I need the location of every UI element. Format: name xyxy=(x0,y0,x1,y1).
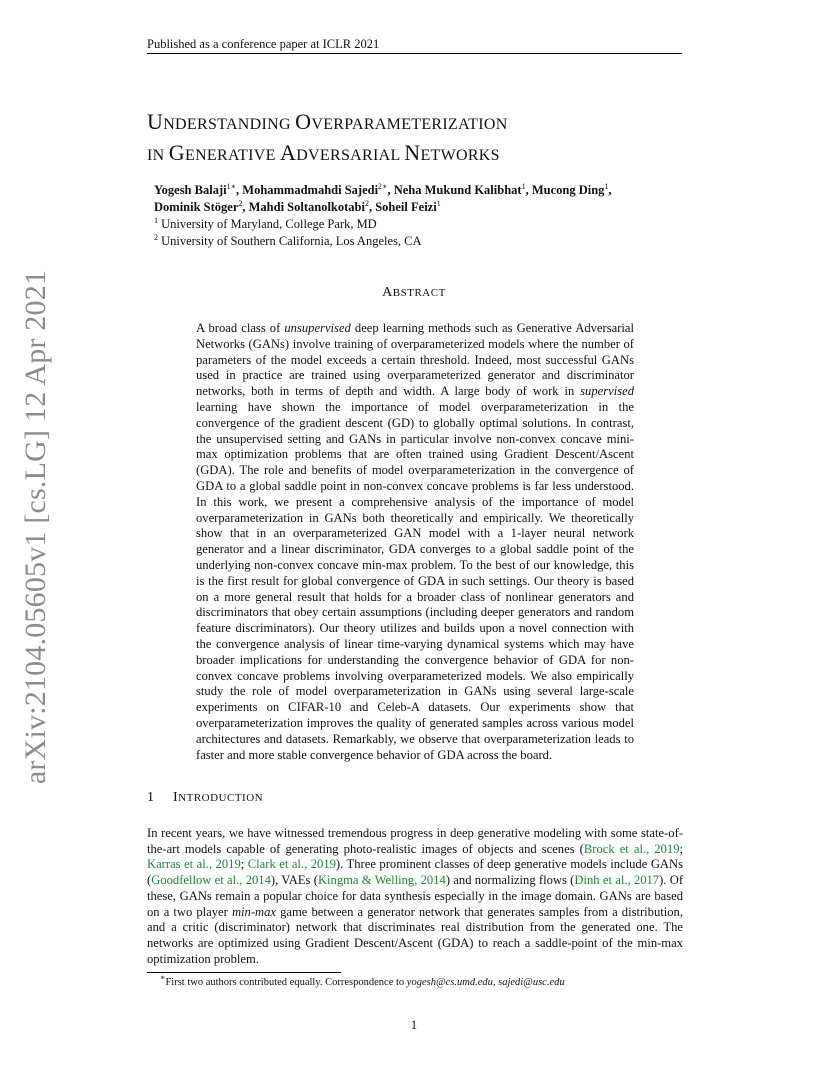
citation-link[interactable]: Dinh et al., 2017 xyxy=(574,873,660,888)
title-line-1: UNDERSTANDING OVERPARAMETERIZATION xyxy=(147,109,508,134)
paper-title xyxy=(147,108,508,170)
section-heading-introduction: 1 INTRODUCTION xyxy=(147,790,264,805)
author-name: Soheil Feizi xyxy=(375,199,437,214)
citation-link[interactable]: Goodfellow et al., 2014 xyxy=(151,873,271,888)
running-header: Published as a conference paper at ICLR 2021 xyxy=(147,37,380,51)
page-number: 1 xyxy=(410,1018,418,1032)
citation-link[interactable]: Brock et al., 2019 xyxy=(583,841,680,856)
author-name: Mucong Ding xyxy=(531,183,605,197)
citation-link[interactable]: Karras et al., 2019 xyxy=(147,857,241,872)
citation-link[interactable]: Clark et al., 2019 xyxy=(247,857,336,872)
affiliation: $^1$ University of Maryland, College Park, MD xyxy=(154,216,377,231)
author-list: Yogesh Balaji$^{1∗}$, Mohammadmahdi Sajedi$^{2∗}$, Neha Mukund Kalibhat$^1$, Mucong Ding$^1$, Dominik Stöger$^2$, Mahdi Soltanolkotabi$^2$, Soheil Feizi$^1$ xyxy=(154,182,612,214)
email-addresses[interactable]: yogesh@cs.umd.edu, sajedi@usc.edu xyxy=(406,977,565,988)
arxiv-identifier[interactable]: arXiv:2104.05605v1 [cs.LG] 12 Apr 2021 xyxy=(19,269,52,785)
title-line-2: IN GENERATIVE ADVERSARIAL NETWORKS xyxy=(147,140,500,165)
affiliation: $^2$ University of Southern California, Los Angeles, CA xyxy=(154,233,422,248)
author-name: Dominik Stöger xyxy=(154,199,239,214)
abstract-body: A broad class of unsupervised deep learning methods such as Generative Adversarial Networks (GANs) involve training of overparameterized models where the number of parameters of the model exceeds a certain threshold. Indeed, most successful GANs used in practice are trained using overparameterized generator and discriminator networks, both in terms of depth and width. A large body of work in supervised learning have shown the importance of model overparameterization in the convergence of the gradient descent (GD) to globally optimal solutions. In contrast, the unsupervised setting and GANs in particular involve non-convex concave mini-max optimization problems that are often trained using Gradient Descent/Ascent (GDA). The role and benefits of model overparameterization in the convergence of GDA to a global saddle point in non-convex concave problems is far less understood. In this work, we present a comprehensive analysis of the importance of model overparameterization in GANs both theoretically and empirically. We theoretically show that in an overparameterized GAN model with a 1-layer neural network generator and a linear discriminator, GDA converges to a global saddle point of the underlying non-convex concave min-max problem. To the best of our knowledge, this is the first result for global convergence of GDA in such settings. Our theory is based on a more general result that holds for a broader class of nonlinear generators and discriminators that obey certain assumptions (including deeper generators and random feature discriminators). Our theory utilizes and builds upon a novel connection with the convergence analysis of linear time-varying dynamical systems which may have broader implications for understanding the convergence behavior of GDA for non-convex concave problems involving overparameterized models. We also empirically study the role of model overparameterization in GANs using several large-scale experiments on CIFAR-10 and Celeb-A datasets. Our experiments show that overparameterization improves the quality of generated samples across various model architectures and datasets. Remarkably, we observe that overparameterization leads to faster and more stable convergence behavior of GDA across the board. xyxy=(196,321,634,762)
citation-link[interactable]: Kingma & Welling, 2014 xyxy=(317,873,446,888)
abstract-heading: ABSTRACT xyxy=(382,285,446,300)
author-name: Yogesh Balaji xyxy=(154,183,227,197)
header-rule xyxy=(147,53,682,54)
author-name: Mohammadmahdi Sajedi xyxy=(242,183,379,197)
footnote-rule xyxy=(147,972,341,973)
author-name: Mahdi Soltanolkotabi xyxy=(248,199,365,214)
introduction-paragraph: In recent years, we have witnessed tremendous progress in deep generative modeling with some state-of-the-art models capable of generating photo-realistic images of objects and scenes (Brock et al., 2019; Karras et al., 2019; Clark et al., 2019). Three prominent classes of deep generative models include GANs (Goodfellow et al., 2014), VAEs (Kingma & Welling, 2014) and normalizing flows (Dinh et al., 2017). Of these, GANs remain a popular choice for data synthesis especially in the image domain. GANs are based on a two player min-max game between a generator network that generates samples from a distribution, and a critic (discriminator) network that discriminates real distribution from the generated one. The networks are optimized using Gradient Descent/Ascent (GDA) to reach a saddle-point of the min-max optimization problem. xyxy=(147,826,684,966)
footnote: ∗First two authors contributed equally. Correspondence to yogesh@cs.umd.edu, sajedi@usc.edu xyxy=(160,973,565,988)
author-name: Neha Mukund Kalibhat xyxy=(393,183,522,197)
